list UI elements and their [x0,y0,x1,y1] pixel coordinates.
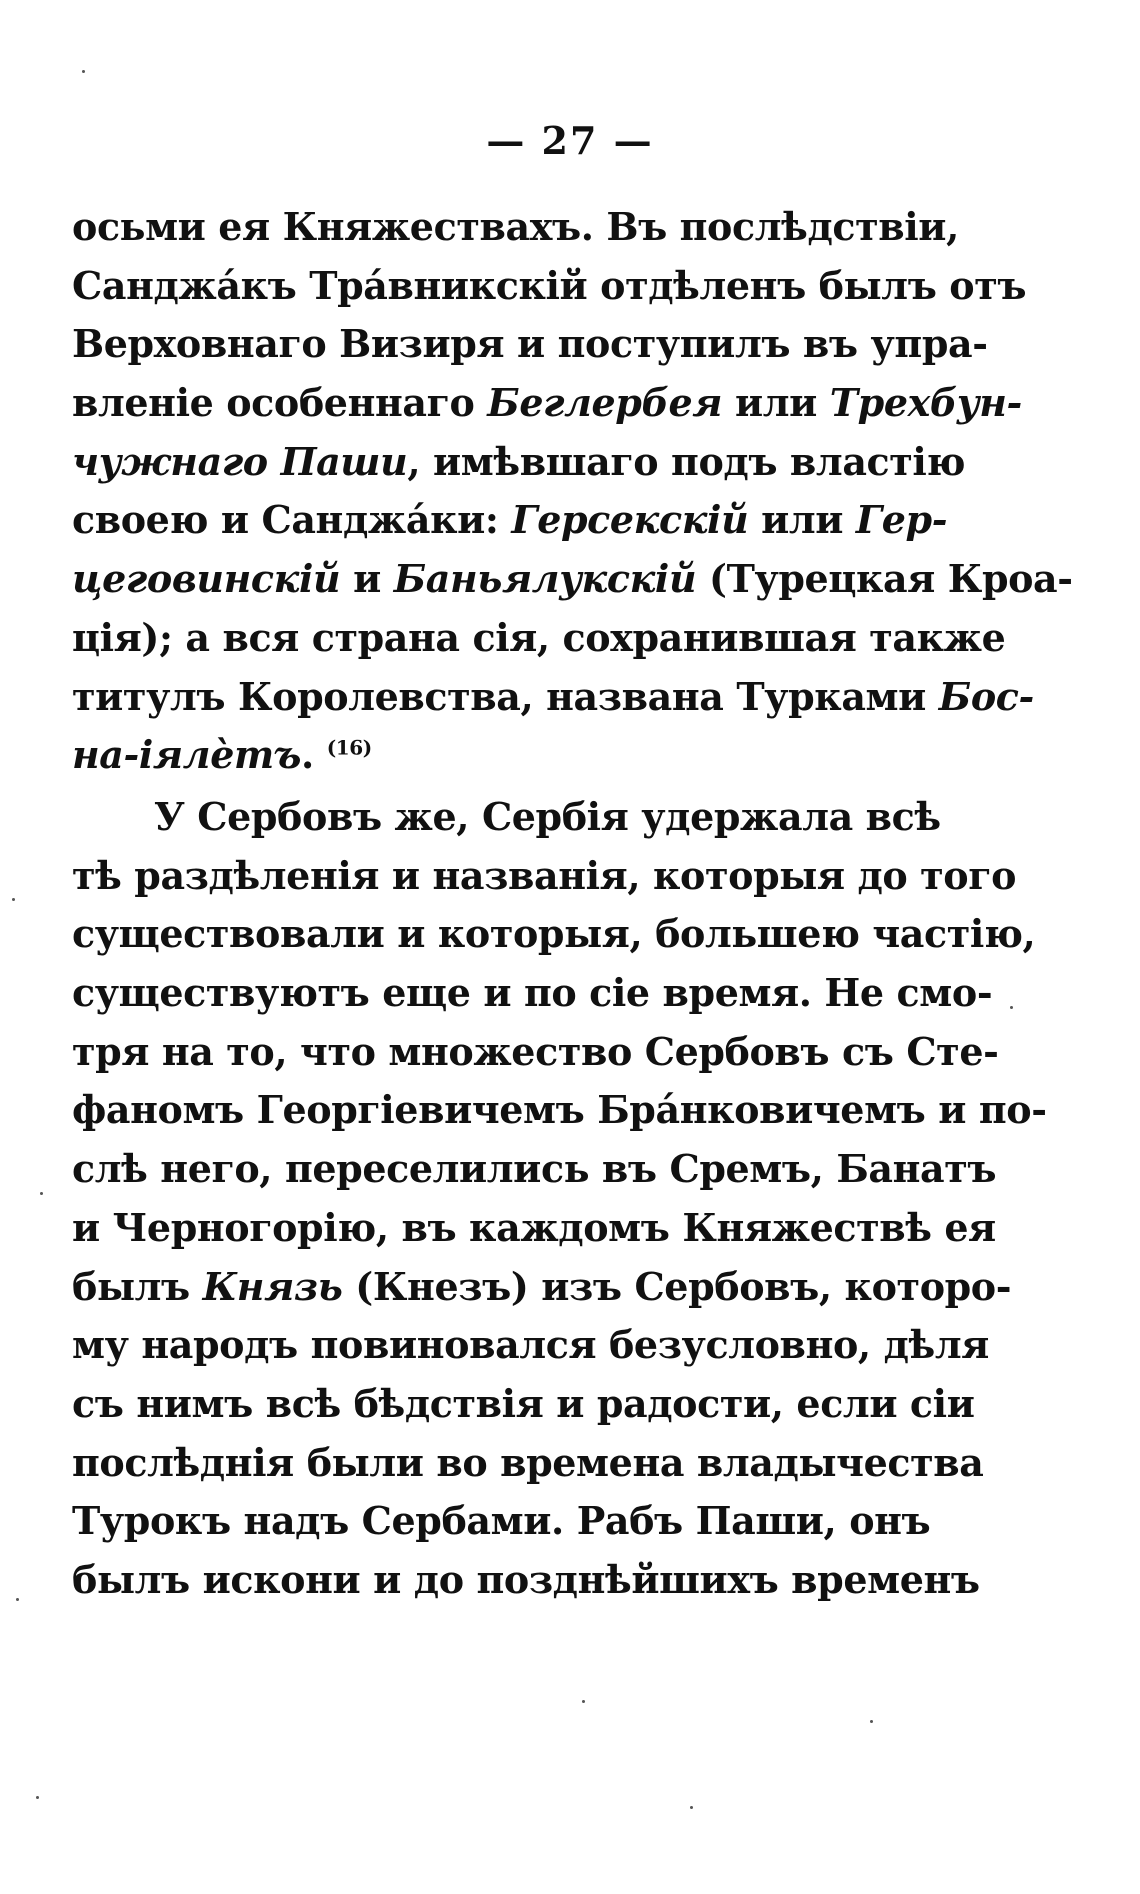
scan-speck [82,70,85,73]
text-line: осьми ея Княжествахъ. Въ послѣдствіи, [72,204,959,249]
scan-speck [36,1796,39,1799]
text-run: своею и Санджáки: [72,497,512,543]
italic-term: Князь [202,1263,343,1309]
italic-term: Гер- [855,497,948,543]
italic-term: Трехбун- [829,380,1022,426]
text-line: Верховнаго Визиря и поступилъ въ упра- [72,321,988,367]
text-run: . [301,732,314,778]
italic-term: Беглербея [487,380,723,426]
text-line: послѣднія были во времена владычества [72,1439,984,1485]
italic-term: цеговинскій [72,556,341,602]
text-line [72,491,948,550]
text-line: съ нимъ всѣ бѣдствія и радости, если сіи [72,1380,975,1426]
scan-speck [690,1806,693,1809]
text-line: и Черногорію, въ каждомъ Княжествѣ ея [72,1204,996,1250]
text-line: слѣ него, переселились въ Сремъ, Банатъ [72,1146,997,1192]
text-line [72,726,912,785]
scan-speck [16,1598,19,1601]
text-line: му народъ повиновался безусловно, дѣля [72,1322,989,1368]
text-line: тря на то, что множество Сербовъ съ Сте- [72,1028,999,1074]
italic-term: чужнаго Паши [72,438,408,484]
text-line: существуютъ еще и по сіе время. Не смо- [72,970,993,1016]
text-line: существовали и которыя, большею частію, [72,911,1036,957]
text-line: Турокъ надъ Сербами. Рабъ Паши, онъ [72,1498,931,1544]
text-run: (Турецкая Кроа- [696,556,1073,602]
paragraph-1 [72,198,1073,785]
page-number: — 27 — [486,118,654,163]
italic-term: на-іялѐтъ [72,732,302,778]
text-run: , имѣвшаго подъ властію [407,438,966,484]
text-line [72,668,1034,727]
text-line [72,1258,1012,1317]
text-run: или [722,380,830,426]
text-line: фаномъ Георгіевичемъ Брáнковичемъ и по- [72,1087,1047,1133]
text-run: и [340,556,394,602]
text-line: тѣ раздѣленія и названія, которыя до того [72,852,1017,898]
footnote-reference: (16) [326,735,372,760]
italic-term: Бос- [938,673,1034,719]
scan-speck [1010,1006,1013,1009]
text-run: титулъ Королевства, названа Турками [72,673,939,719]
text-line: ція); а вся страна сія, сохранившая также [72,614,1006,660]
italic-term: Герсекскій [511,497,749,543]
text-run: вленіе особеннаго [72,380,488,426]
scan-speck [582,1700,585,1703]
text-line [72,550,1073,609]
text-line [72,433,966,492]
text-line: Санджáкъ Трáвникскій отдѣленъ былъ отъ [72,262,1027,308]
text-run: былъ [72,1263,203,1309]
scan-speck [870,1720,873,1723]
paragraph-2 [72,788,1047,1610]
text-run: (Кнезъ) изъ Сербовъ, которо- [342,1263,1012,1309]
text-line: былъ искони и до позднѣйшихъ временъ [72,1556,980,1602]
text-line: У Сербовъ же, Сербія удержала всѣ [154,794,941,839]
text-run: или [748,497,856,543]
scan-speck [40,1192,43,1195]
scan-speck [12,898,15,901]
italic-term: Баньялукскій [393,556,697,602]
text-line [72,374,1022,433]
